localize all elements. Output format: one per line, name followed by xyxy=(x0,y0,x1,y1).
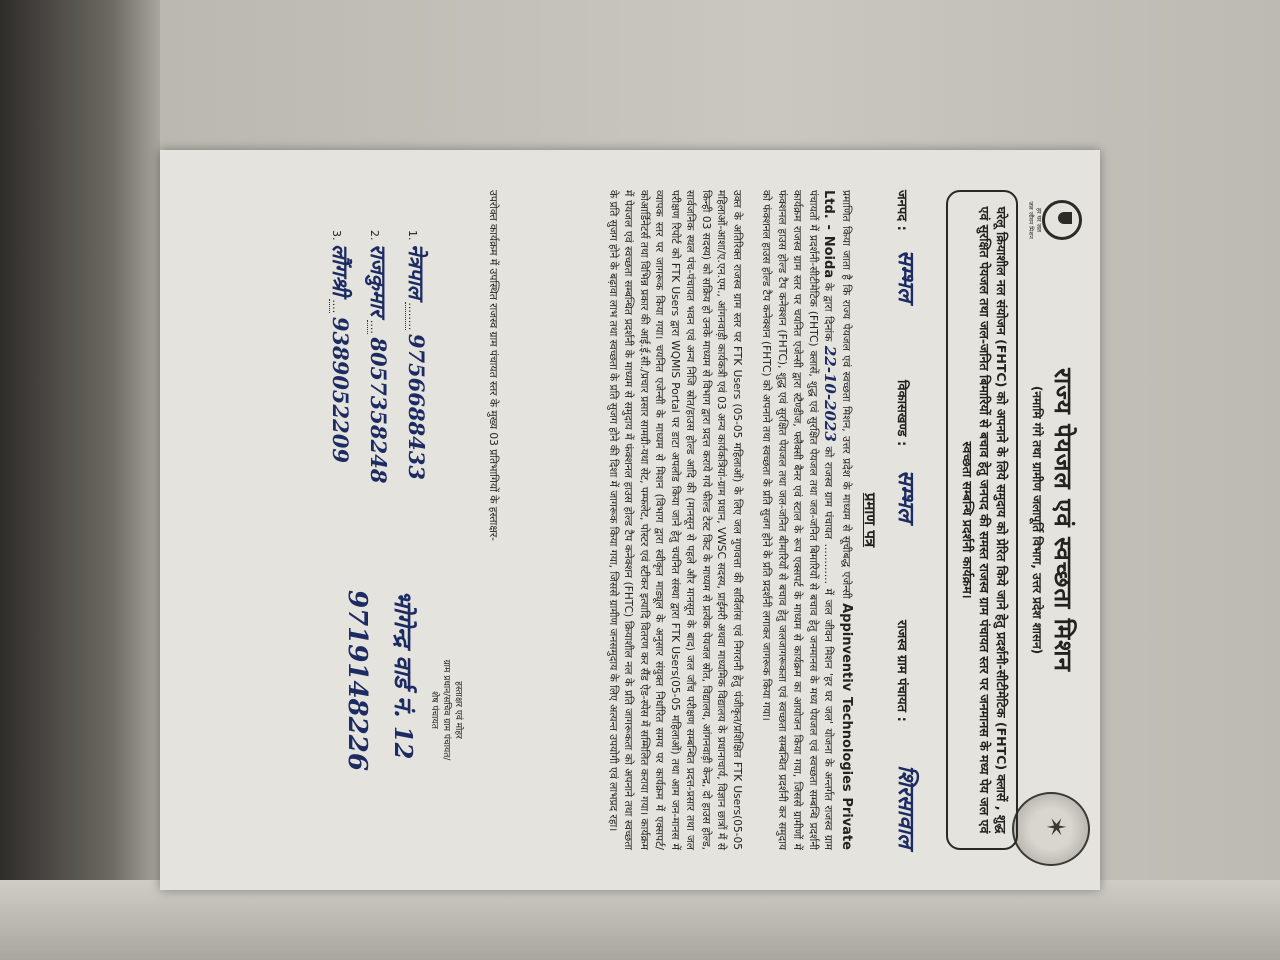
participant-name: राजकुमार xyxy=(366,244,391,317)
seal-caption xyxy=(428,620,464,800)
panchayat-value: शिरसावाल xyxy=(893,765,919,849)
paragraph-1-body: को राजस्व ग्राम पंचायत ............ में जल जीवन मिशन 'हर घर जल' योजना के अन्तर्गत राजस्व ग्राम पंचायतों में प्रदर्शनी-सीटीमेटिक (FHTC) क्लासें, शुद्ध एवं सुरक्षित पेयजल तथा जल-जनित बिमारियों से बचाव हेतु जनमानस के मध्य पेयजल एवं स्वच्छता सम्बन्धि प्रदर्शनी कार्यक्रम राजस्व ग्राम स्तर पर चयनित एजेन्सी द्वारा स्टैण्डीज, फ्लैक्सी बैनर एवं स्टाल के रूप एक्सपर्ट के माध्यम से कार्यक्रम का आयोजन किया गया, जिससे ग्रामीणों में फंक्शनल हाउस होल्ड टैप कनेक्शन (FHTC), शुद्ध एवं सुरक्षित पेयजल तथा जल-जनित बीमारियों से बचाव हेतु जलजागरूकता एवं स्वच्छता सम्बन्धित प्रदर्शनी कर समुदाय को फंक्शनल हाउस होल्ड टैप कनेक्शन (FHTC) को अपनाने तथा स्वच्छता के प्रति सुजग होने के प्रति प्रदर्शनी लगाकर जागरूक किया गया। xyxy=(760,190,835,850)
document-subtitle: (नमामि गंगे तथा ग्रामीण जलापूर्ति विभाग, उत्तर प्रदेश शासन) xyxy=(1030,385,1044,655)
panchayat-label: राजस्व ग्राम पंचायत : xyxy=(894,620,909,722)
paragraph-2: उक्त के अतिरिक्त राजस्व ग्राम स्तर पर FTK Users (05-05 महिलाओं) के लिए जल गुणवत्ता की सर्विलांस एवं निगरानी हेतु पंजीकृत/प्रशिक्षित FTK Users(05-05 महिलाओं-आशा/ए.एन.एम., आंगनवाड़ी कार्यकत्री एवं 03 अन्य कार्यकत्रियां-ग्राम प्रधान, VWSC सदस्य, प्राईमरी अथवा माध्यमिक विद्यालय के प्रधानाचार्य, विज्ञान छात्रों में से किन्ही 03 सदस्य) को सक्रिय हो उनके माध्यम से विभाग द्वारा प्रदत्त कराये गये फील्ड टेस्ट किट के माध्यम से प्रत्येक पेयजल स्रोत, विद्यालय, आंगनवाड़ी केन्द्र, दो हाउस होल्ड, सार्वजनिक स्थल पंच-पंचायत भवन एवं अन्य निजि स्रोत/हाउस होल्ड आदि की (मानसून से पहले और मानसून के बाद) जल जाँच परीक्षण सम्बन्धित प्रदत्त-प्रसार तथा जल परीक्षण रिपोर्ट को FTK Users द्वारा WQMIS Portal पर डाटा अपलोड किया जाने हेतु चयनित संस्था द्वारा FTK Users(05-05 महिलाओं) तथा आम जन-मानस में व्यापक स्तर पर जागरूक किया गया। चयनित एजेन्सी के माध्यम से मिशन (विभाग द्वारा स्वीकृत माड्यूल के अनुसार संयुक्त निर्धारित समय पर कार्यक्रम में एक्सपर्ट/कोआर्डिनेटर्स तथा विभिन्न प्रकार की आई.ई.सी./प्रचार प्रसार सामग्री-यथा सेट, पम्फलेट, पोस्टर एवं स्टीकर इत्यादि वितरण कर सैंड ऐड-स्पेस में सम्मिलित कराया गया। कार्यक्रम में पेयजल एवं स्वच्छता सम्बन्धित प्रदर्शनी के माध्यम से समुदाय में फंक्शनल हाउस होल्ड टैप कनेक्शन (FHTC) क्रियाशील नल के प्रति जागरूकता को अपनाने तथा स्वच्छता के प्रति सुजग होने के बढ़ावा लाभ तथा स्वच्छता के प्रति सुजग होने की दिशा में जागरूक किया गया, जिससे ग्रामीण जनसमुदाय के लिए अत्यन्त उपयोगी एवं लाभप्रद रहा। xyxy=(607,190,743,850)
participant-name: नेत्रपाल xyxy=(404,244,429,299)
logo-subtext: जल जीवन मिशन xyxy=(1027,201,1034,239)
paragraph-1-date-prefix: के द्वारा दिनांक xyxy=(822,282,835,342)
participant-phone: 9389052209 xyxy=(328,316,353,463)
participant-row: 2. राजकुमार .... 8057358248 xyxy=(366,230,391,484)
participant-phone: 8057358248 xyxy=(366,337,391,484)
pradhan-signature: भोगेन्द्र वार्ड नं. 12 xyxy=(389,590,418,760)
paragraph-1-intro: प्रमाणित किया जाता है कि राज्य पेयजल एवं स्वच्छता मिशन, उत्तर प्रदेश के माध्यम से सूचीबद्ध एजेन्सी xyxy=(840,190,852,599)
pradhan-phone: 9719148226 xyxy=(342,590,372,771)
participant-name: लौंगश्री xyxy=(328,244,353,296)
event-date: 22-10-2023 xyxy=(821,345,840,442)
certificate-sheet xyxy=(160,150,1100,890)
paragraph-1 xyxy=(758,190,854,850)
location-fields xyxy=(890,190,920,870)
participant-phone: 9756688433 xyxy=(404,333,429,480)
programme-box: घरेलू क्रियाशील नल संयोजन (FHTC) को अपनाने के लिये समुदाय को प्रेरित किये जाने हेतु प्रदर्शनी-सीटीमेटिक (FHTC) क्लासें , शुद्ध एवं सुरक्षित पेयजल तथा जल-जनित बिमारियों से बचाव हेतु जनपद की समस्त राजस्व ग्राम पंचायत स्तर पर जनमानस के मध्य पेय जल एवं स्वच्छता सम्बन्धि प्रदर्शनी कार्यक्रम। xyxy=(946,190,1018,850)
participant-number: 1. xyxy=(406,230,419,241)
participant-row: 3. लौंगश्री .... 9389052209 xyxy=(328,230,353,463)
block-label: विकासखण्ड : xyxy=(894,380,909,447)
agency-name: Appinventiv Technologies Private Ltd. - Noida xyxy=(821,190,854,850)
photo-bottom-surface xyxy=(0,880,1280,960)
document-title: राज्य पेयजल एवं स्वच्छता मिशन xyxy=(1049,368,1077,672)
participant-number: 3. xyxy=(330,230,343,241)
participant-number: 2. xyxy=(368,230,381,241)
seal-caption-line-2: ग्राम प्रधान/सचिव ग्राम पंचायत/ xyxy=(441,659,451,761)
seal-caption-line-1: हस्ताक्षर एवं मोहर xyxy=(453,681,463,739)
district-value: सम्भल xyxy=(893,250,919,302)
participant-row: 1. नेत्रपाल ........ 9756688433 xyxy=(404,230,429,480)
seal-caption-line-3: शेष पंचायत xyxy=(429,691,439,729)
photo-shadow-edge xyxy=(0,0,160,960)
block-value: सम्भल xyxy=(893,470,919,522)
district-label: जनपद : xyxy=(894,190,909,231)
paragraph-3: उपरोक्त कार्यक्रम में उपस्थित राजस्व ग्राम पंचायत स्तर के मुख्य 03 प्रतिभागियों के हस्ताक्षर- xyxy=(487,190,499,541)
certificate-heading: प्रमाण पत्र xyxy=(861,492,879,548)
logo-text: हर घर जल xyxy=(1035,208,1042,232)
